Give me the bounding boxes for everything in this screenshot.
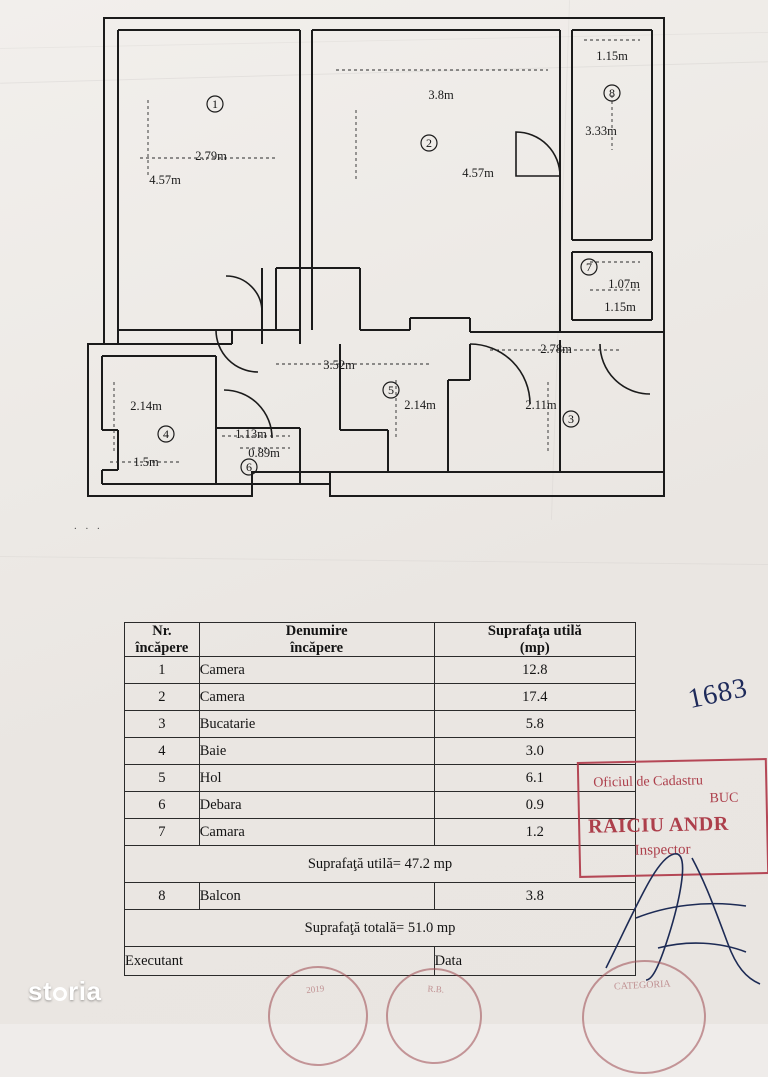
dimension-room2-height: 4.57m xyxy=(462,166,494,180)
row-name: Bucatarie xyxy=(199,711,434,738)
table-header-row xyxy=(125,623,636,657)
header-usable-area xyxy=(434,623,635,657)
room-marker-8: 8 xyxy=(609,86,615,100)
room-marker-4: 4 xyxy=(163,427,169,441)
row-area: 3.0 xyxy=(434,738,635,765)
header-room-number xyxy=(125,623,200,657)
row-number: 1 xyxy=(125,657,200,684)
row-name: Balcon xyxy=(199,883,434,910)
table-row xyxy=(125,711,636,738)
dimension-room2-width: 3.8m xyxy=(428,88,454,102)
row-number: 6 xyxy=(125,792,200,819)
table-row xyxy=(125,819,636,846)
round-stamp-left xyxy=(263,961,373,1071)
stamp-inspector-name: RAICIU ANDR xyxy=(587,812,729,838)
row-number: 2 xyxy=(125,684,200,711)
table-row xyxy=(125,684,636,711)
row-name: Baie xyxy=(199,738,434,765)
row-number: 5 xyxy=(125,765,200,792)
room-marker-6: 6 xyxy=(246,460,252,474)
row-number: 8 xyxy=(125,883,200,910)
dimension-room1-width: 2.79m xyxy=(195,149,227,163)
dimension-room5-height: 2.14m xyxy=(404,398,436,412)
table-row xyxy=(125,792,636,819)
row-area: 3.8 xyxy=(434,883,635,910)
dimension-room1-height: 4.57m xyxy=(149,173,181,187)
header-room-name xyxy=(199,623,434,657)
header-name-line1: Denumire xyxy=(285,623,348,639)
room-marker-1: 1 xyxy=(212,97,218,111)
room-markers xyxy=(158,85,620,475)
stamp-office-line2: BUC xyxy=(709,790,739,807)
row-area: 6.1 xyxy=(434,765,635,792)
dimension-room4-height: 2.14m xyxy=(130,399,162,413)
row-number: 3 xyxy=(125,711,200,738)
dimension-room3-height: 2.11m xyxy=(525,398,557,412)
storia-logo-dot xyxy=(53,987,67,1001)
dimension-room7-width: 1.07m xyxy=(608,277,640,291)
dimension-room6-height: 0.89m xyxy=(248,446,280,460)
table-row xyxy=(125,765,636,792)
dimension-room8-width: 1.15m xyxy=(596,49,628,63)
grand-total-area: Suprafaţă totală= 51.0 mp xyxy=(125,910,636,947)
header-name-line2: încăpere xyxy=(290,639,344,656)
room-marker-2: 2 xyxy=(426,136,432,150)
room-marker-7: 7 xyxy=(586,260,592,274)
table-row xyxy=(125,657,636,684)
row-name: Camera xyxy=(199,657,434,684)
dimension-room8-height: 3.33m xyxy=(585,124,617,138)
pencil-marks: . . . xyxy=(74,520,103,532)
room-marker-5: 5 xyxy=(388,383,394,397)
usable-area-total: Suprafaţă utilă= 47.2 mp xyxy=(125,846,636,883)
header-nr-line2: încăpere xyxy=(135,639,189,656)
row-area: 1.2 xyxy=(434,819,635,846)
dimension-room3-width: 2.78m xyxy=(540,342,572,356)
subtotal-row xyxy=(125,846,636,883)
row-number: 4 xyxy=(125,738,200,765)
round-stamp-middle-text: R.B. xyxy=(427,983,445,995)
room-marker-3: 3 xyxy=(568,412,574,426)
row-area: 12.8 xyxy=(434,657,635,684)
row-area: 0.9 xyxy=(434,792,635,819)
round-stamp-right-text: CATEGORIA xyxy=(613,978,671,993)
dimension-room7-height: 1.15m xyxy=(604,300,636,314)
table-row xyxy=(125,738,636,765)
stamp-inspector-role: Inspector xyxy=(634,841,691,859)
stamp-office-line1: Oficiul de Cadastru xyxy=(593,773,704,791)
row-area: 5.8 xyxy=(434,711,635,738)
round-stamp-left-text: 2019 xyxy=(305,983,325,996)
round-stamp-middle xyxy=(383,965,485,1067)
row-name: Camara xyxy=(199,819,434,846)
row-name: Hol xyxy=(199,765,434,792)
executant-label: Executant xyxy=(125,947,435,976)
total-row xyxy=(125,910,636,947)
table-row-balcony xyxy=(125,883,636,910)
row-number: 7 xyxy=(125,819,200,846)
row-name: Camera xyxy=(199,684,434,711)
data-label: Data xyxy=(434,947,635,976)
storia-watermark: st ria xyxy=(28,976,102,1006)
handwritten-registration-number: 1683 xyxy=(685,672,751,715)
row-area: 17.4 xyxy=(434,684,635,711)
header-area-line2: (mp) xyxy=(519,639,550,656)
header-nr-line1: Nr. xyxy=(152,623,172,639)
room-schedule-table xyxy=(124,622,636,976)
dimension-room6-width: 1.13m xyxy=(235,427,267,441)
footer-row xyxy=(125,947,636,976)
row-name: Debara xyxy=(199,792,434,819)
dimension-room4-width: 1.5m xyxy=(133,455,159,469)
dimension-room5-width: 3.52m xyxy=(323,358,355,372)
header-area-line1: Suprafaţa utilă xyxy=(487,623,582,639)
